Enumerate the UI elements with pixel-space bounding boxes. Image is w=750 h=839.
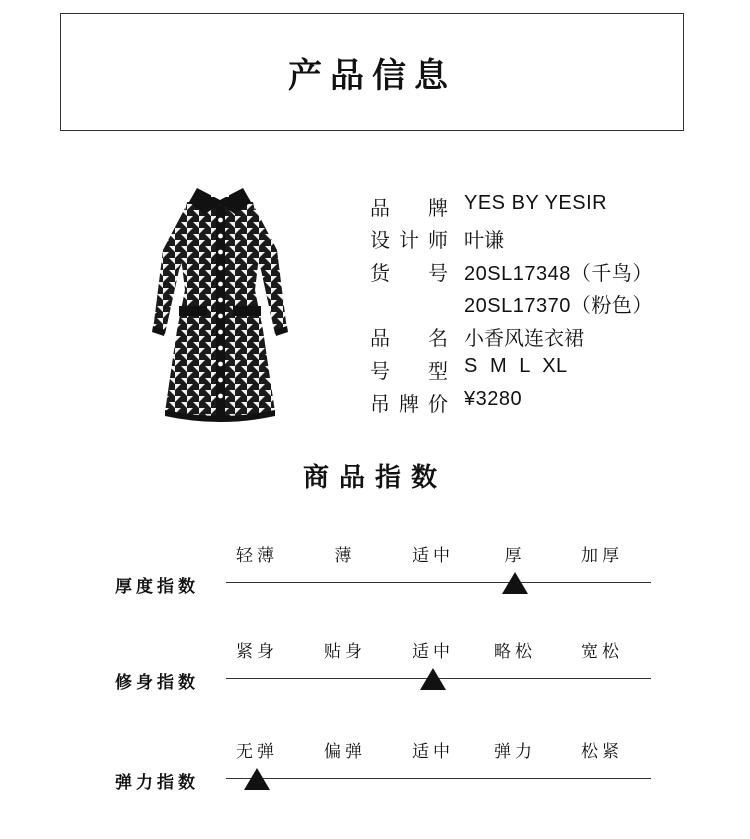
info-value-sku-2: 20SL17370（粉色） xyxy=(464,295,653,317)
index-option: 略松 xyxy=(494,642,536,662)
title-box xyxy=(60,13,684,131)
index-option: 宽松 xyxy=(581,642,623,662)
index-row-thickness xyxy=(0,535,750,625)
info-label-brand: 品 牌 xyxy=(370,196,448,220)
index-option: 偏弹 xyxy=(324,742,366,762)
index-option: 薄 xyxy=(334,546,356,566)
info-label-name: 品 名 xyxy=(370,326,448,350)
index-row-elasticity xyxy=(0,731,750,821)
info-value-brand: YES BY YESIR xyxy=(464,192,608,214)
index-scale-line xyxy=(226,582,651,583)
index-option: 弹力 xyxy=(494,742,536,762)
info-label-price: 吊 牌 价 xyxy=(370,392,448,416)
index-row-label: 弹力指数 xyxy=(115,773,199,793)
index-option: 适中 xyxy=(412,742,454,762)
dress-image xyxy=(145,180,295,425)
triangle-up-icon xyxy=(502,572,528,594)
index-option: 轻薄 xyxy=(236,546,278,566)
info-value-size: S M L XL xyxy=(464,355,568,377)
index-option: 适中 xyxy=(412,546,454,566)
index-section-title: 商品指数 xyxy=(302,463,447,493)
index-option: 紧身 xyxy=(236,642,278,662)
info-label-size: 号 型 xyxy=(370,359,448,383)
index-option: 厚 xyxy=(504,546,526,566)
triangle-up-icon xyxy=(244,768,270,790)
page-title: 产品信息 xyxy=(288,55,456,96)
index-row-label: 厚度指数 xyxy=(115,577,199,597)
info-value-designer: 叶谦 xyxy=(464,228,504,252)
triangle-up-icon xyxy=(420,668,446,690)
index-option: 无弹 xyxy=(236,742,278,762)
index-option: 松紧 xyxy=(581,742,623,762)
info-label-designer: 设 计 师 xyxy=(370,228,448,252)
info-label-sku: 货 号 xyxy=(370,261,448,285)
info-value-name: 小香风连衣裙 xyxy=(464,326,584,350)
index-option: 加厚 xyxy=(581,546,623,566)
index-row-label: 修身指数 xyxy=(115,673,199,693)
info-value-price: ¥3280 xyxy=(464,388,523,410)
index-row-fit xyxy=(0,631,750,721)
index-option: 贴身 xyxy=(324,642,366,662)
info-value-sku-1: 20SL17348（千鸟） xyxy=(464,263,653,285)
index-option: 适中 xyxy=(412,642,454,662)
index-scale-line xyxy=(226,778,651,779)
